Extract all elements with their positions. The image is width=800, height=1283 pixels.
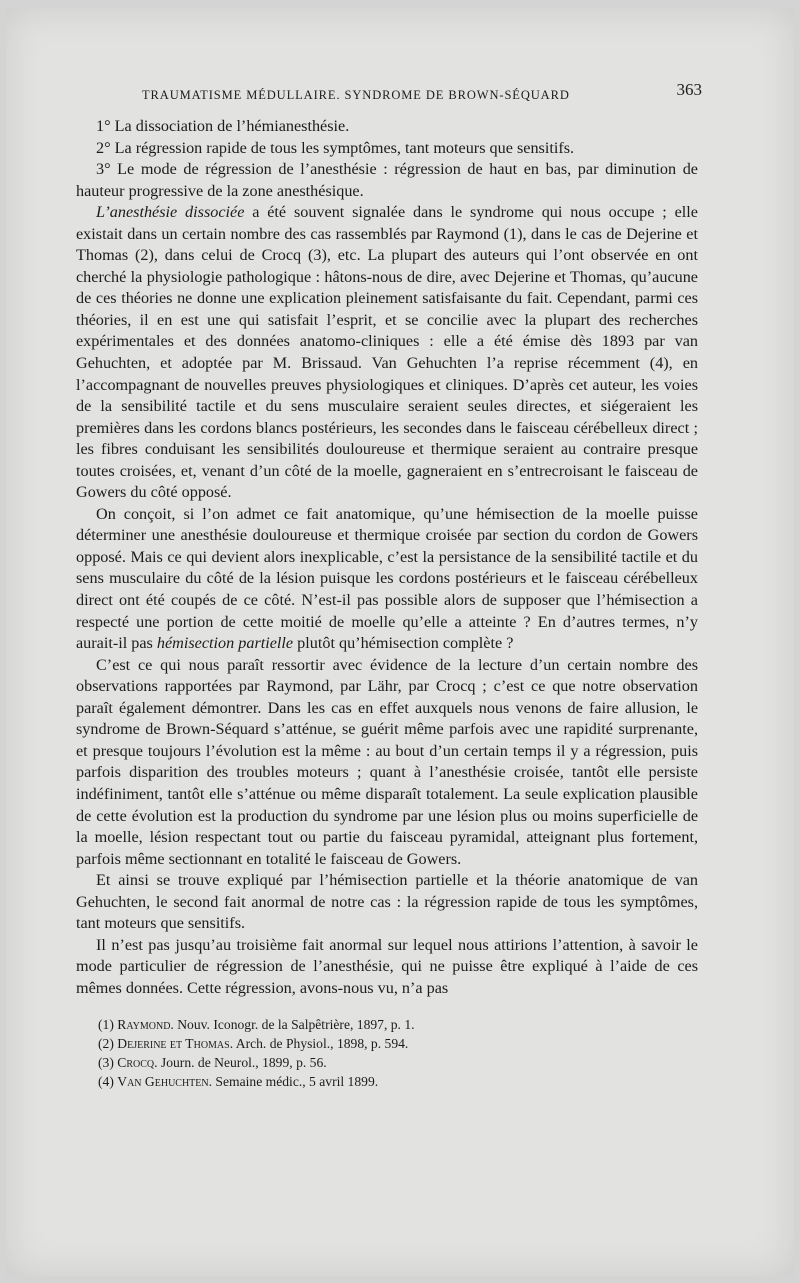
footnote-number: (2) — [98, 1036, 114, 1052]
footnote-author: Van Gehuchten. — [117, 1074, 213, 1090]
running-title: TRAUMATISME MÉDULLAIRE. SYNDROME DE BROWN-SÉQUARD — [142, 88, 570, 102]
footnote-number: (4) — [98, 1074, 114, 1090]
footnote-reference: Arch. de Physiol., 1898, p. 594. — [233, 1036, 409, 1052]
footnote — [98, 1072, 698, 1091]
body-text — [76, 116, 698, 999]
footnote-author: Raymond. — [117, 1017, 174, 1033]
footnote-reference: Semaine médic., 5 avril 1899. — [212, 1074, 379, 1090]
paragraph-text: On conçoit, si l’on admet ce fait anatomique, qu’une hémisection de la moelle puisse déterminer une anesthésie douloureuse et thermique croisée par section du cordon de Gowers opposé. Mais ce qui devient alors inexplicable, c’est la persistance de la sensibilité tactile et du sens musculaire du côté de la lésion puisque les cordons postérieurs et le faisceau cérébelleux direct ont été coupés de ce côté. N’est-il pas possible alors de supposer que l’hémisection a respecté une portion de cette moitié de moelle qu’elle a atteinte ? En d’autres termes, n’y aurait-il pas — [76, 504, 698, 653]
footnotes — [76, 1015, 698, 1091]
italic-term: L’anesthésie dissociée — [96, 203, 245, 222]
paragraph: C’est ce qui nous paraît ressortir avec évidence de la lecture d’un certain nombre des observations rapportées par Raymond, par Lähr, par Crocq ; c’est ce que notre observation paraît également démontrer. Dans les cas en effet auxquels nous venons de faire allusion, le syndrome de Brown-Séquard s’atténue, se guérit même parfois avec une rapidité surprenante, et presque toujours l’évolution est la même : au bout d’un certain temps il y a régression, puis parfois disparition des troubles moteurs ; quant à l’anesthésie croisée, tantôt elle persiste indéfiniment, tantôt elle s’atténue ou même disparaît totalement. La seule explication plausible de cette évolution est la production du syndrome par une lésion plus ou moins superficielle de la moelle, lésion respectant tout ou partie du faisceau pyramidal, atteignant plus fortement, parfois même sectionnant en totalité le faisceau de Gowers. — [76, 655, 698, 868]
italic-term: hémisection partielle — [156, 634, 294, 653]
footnote-reference: Journ. de Neurol., 1899, p. 56. — [157, 1055, 327, 1071]
page-number: 363 — [676, 80, 702, 99]
paragraph-text: a été souvent signalée dans le syndrome qui nous occupe ; elle existait dans un certain nombre des cas rassemblés par Raymond (1), dans le cas de Dejerine et Thomas (2), dans celui de Crocq (3), etc. La plupart des auteurs qui l’ont observée en ont cherché la physiologie pathologique : hâtons-nous de dire, avec Dejerine et Thomas, qu’aucune de ces théories ne donne une explication pleinement satisfaisante du fait. Cependant, parmi ces théories, il en est une qui satisfait l’esprit, et se concilie avec la plupart des recherches expérimentales et des données anatomo-cliniques : elle a été émise dès 1893 par van Gehuchten, et adoptée par M. Brissaud. Van Gehuchten l’a reprise récemment (4), en l’accompagnant de nouvelles preuves physiologiques et cliniques. D’après cet auteur, les voies de la sensibilité tactile et du sens musculaire seraient seules directes, et siégeraient les premières dans les cordons blancs postérieurs, les secondes dans le faisceau cérébelleux direct ; les fibres conduisant les sensibilités douloureuse et thermique seraient au contraire presque toutes croisées, et, venant d’un côté de la moelle, gagneraient en s’entrecroisant le faisceau de Gowers du côté opposé. — [76, 203, 698, 502]
footnote-author: Dejerine et Thomas. — [117, 1036, 234, 1052]
paragraph-text: plutôt qu’hémisection complète ? — [293, 634, 514, 653]
footnote — [98, 1015, 698, 1034]
footnote — [98, 1034, 698, 1053]
page-header — [76, 74, 702, 104]
paragraph — [76, 504, 698, 655]
paragraph: Et ainsi se trouve expliqué par l’hémisection partielle et la théorie anatomique de van Gehuchten, le second fait anormal de notre cas : la régression rapide de tous les symptômes, tant moteurs que sensitifs. — [76, 871, 698, 933]
list-item: 3° Le mode de régression de l’anesthésie : régression de haut en bas, par diminution de hauteur progressive de la zone anesthésique. — [76, 160, 698, 200]
paragraph: Il n’est pas jusqu’au troisième fait anormal sur lequel nous attirions l’attention, à savoir le mode particulier de régression de l’anesthésie, qui ne puisse être expliqué à l’aide de ces mêmes données. Cette régression, avons-nous vu, n’a pas — [76, 935, 698, 997]
list-item: 2° La régression rapide de tous les symptômes, tant moteurs que sensitifs. — [96, 138, 575, 157]
footnote-author: Crocq. — [117, 1055, 158, 1071]
footnote-reference: Nouv. Iconogr. de la Salpêtrière, 1897, p. 1. — [173, 1017, 415, 1033]
footnote — [98, 1053, 698, 1072]
footnote-number: (1) — [98, 1017, 114, 1033]
paragraph — [76, 202, 698, 504]
list-item: 1° La dissociation de l’hémianesthésie. — [96, 117, 350, 135]
footnote-number: (3) — [98, 1055, 114, 1071]
book-page — [76, 74, 702, 1091]
